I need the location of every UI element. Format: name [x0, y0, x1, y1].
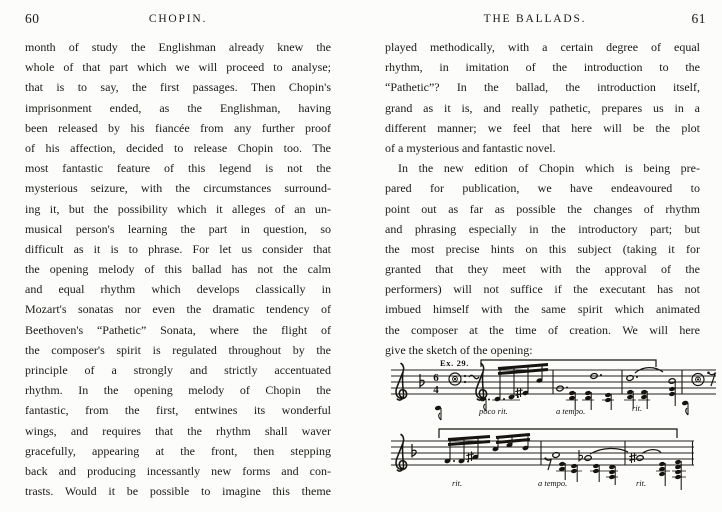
text-line: pared for publication, we have endeavoured to	[385, 181, 700, 196]
turn-symbol-icon	[692, 374, 704, 386]
tempo-marking: a tempo.	[538, 478, 568, 488]
text-line: played methodically, with a certain degree of equal	[385, 40, 700, 54]
beamed-note-group	[444, 435, 530, 464]
text-line: different manner; we feel that here will be the plot	[385, 120, 700, 135]
running-head-right: THE BALLADS.	[483, 13, 587, 25]
text-line: “Pathetic”? In the ballad, the introduction itself,	[385, 80, 700, 95]
text-line: been released by his fiancée from any further proof	[25, 120, 331, 135]
text-line: the composer at the time of creation. We will here	[385, 322, 700, 337]
text-line: imprisonment ended, as the Englishman, having	[25, 100, 331, 115]
eighth-rest-icon	[707, 372, 715, 387]
text-line: of a mysterious and fantastic novel.	[385, 140, 556, 155]
text-line: give the sketch of the opening:	[385, 342, 533, 357]
text-line: wings, and requires that the rhythm shall waver	[25, 423, 331, 438]
text-line: performers) will not suffice if the executant has not	[385, 282, 700, 297]
sharp-icon	[629, 453, 636, 464]
text-line: Beethoven's “Pathetic” Sonata, where the flight of	[25, 322, 331, 337]
left-text-block	[25, 37, 331, 501]
text-line: and equal rhythm which develops classically in	[25, 282, 331, 297]
bass-note	[681, 400, 688, 415]
staff-lines	[391, 370, 716, 394]
text-line: difficult as it is to phrase. For let us consider that	[25, 241, 331, 256]
music-example-svg	[386, 352, 720, 512]
text-line: rhythm. In the opening melody of Chopin the	[25, 383, 331, 398]
text-line: rhythm, in imitation of the introduction to the	[385, 60, 700, 75]
text-line: and phrasing especially in the introductory part; but	[385, 221, 700, 236]
text-line: most fantastic feature of this legend is not the	[25, 161, 331, 176]
music-system-2	[391, 429, 694, 490]
staff-lines	[391, 441, 694, 465]
text-line: the opening melody of this ballad has not the calm	[25, 262, 331, 277]
text-line: of his affection, decided to release Chopin too. The	[25, 140, 331, 155]
tempo-marking: a tempo.	[556, 406, 586, 416]
right-text-block	[385, 37, 700, 360]
text-line: month of study the Englishman already knew the	[25, 40, 331, 54]
music-system-1	[391, 358, 716, 420]
example-label: Ex. 29.	[440, 358, 469, 368]
page-number-left: 60	[25, 11, 40, 26]
text-line: mysterious seizure, with the circumstances surround-	[25, 181, 331, 196]
text-line: In the new edition of Chopin which is being pre-	[398, 161, 700, 176]
text-line: granted that they meet with the approval of the	[385, 262, 700, 277]
text-line: point out as far as possible the changes of rhythm	[385, 201, 700, 216]
flat-icon	[412, 444, 416, 458]
turn-symbol-icon	[449, 373, 466, 385]
text-line: whole of that part which we will proceed to analyse;	[25, 60, 331, 75]
text-line: trasts. Would it be possible to imagine this theme	[25, 484, 331, 499]
page-number-right: 61	[691, 11, 706, 26]
tempo-marking: rit.	[632, 403, 643, 413]
text-line: Mozart's sonatas nor even the dramatic tendency of	[25, 302, 331, 317]
text-line: the most precise hints on this subject (taking it for	[385, 241, 700, 256]
bass-note	[434, 405, 441, 420]
text-line: musical person's learning the part in question, so	[25, 221, 331, 236]
tempo-marking: rit.	[452, 478, 463, 488]
text-line: back and producing incessantly new forms and con-	[25, 463, 331, 478]
running-head-left: CHOPIN.	[148, 13, 208, 25]
text-line: imbued himself with the same spirit which animated	[385, 302, 700, 317]
measure-2-notes	[556, 373, 614, 410]
text-line: fantastic, from the first, entwines its wonderful	[25, 403, 331, 418]
text-line: principle of a strongly and strictly accentuated	[25, 363, 331, 377]
text-line: gracefully, appearing at the front, then stepping	[25, 443, 331, 458]
tempo-marking: rit.	[636, 478, 647, 488]
flat-icon	[579, 450, 583, 461]
text-line: grand as it is, and really pathetic, prepares us in a	[385, 100, 700, 115]
text-line: that is to say, the first passages. Then Chopin's	[25, 80, 331, 95]
text-line: the composer's spirit is regulated throughout by the	[25, 342, 331, 357]
text-line: ing it, but the possibility which it alleges of an un-	[25, 201, 331, 216]
time-signature-top: 6	[433, 372, 439, 384]
tempo-marking: poco rit.	[479, 406, 508, 416]
sharp-icon	[515, 388, 522, 399]
time-signature-bottom: 4	[433, 384, 439, 396]
phrase-bracket	[481, 360, 656, 367]
